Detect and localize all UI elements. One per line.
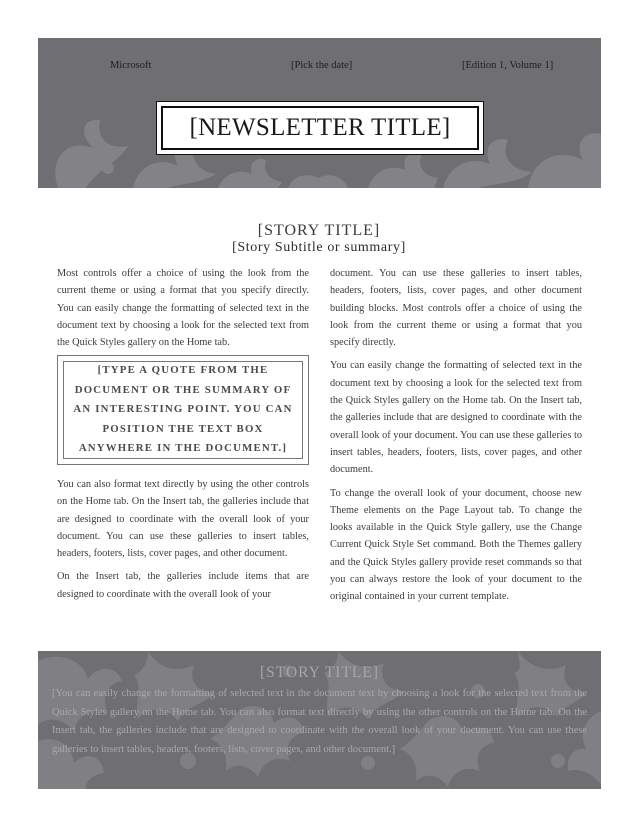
- story-paragraph: To change the overall look of your document, choose new Theme elements on the Page Layout tab. To change the looks available in the Quick Style gallery, use the Change Current Quick Style Set command. Both the Themes gallery and the Quick Styles gallery provide reset commands so that you can always restore the look of your document to the original contained in your current template.: [330, 487, 582, 603]
- masthead-info: [38, 60, 601, 76]
- story-title[interactable]: [STORY TITLE]: [257, 222, 381, 239]
- masthead-band: [38, 38, 601, 188]
- date-picker[interactable]: [Pick the date]: [291, 60, 353, 71]
- story-left-column-continued[interactable]: [57, 476, 309, 609]
- story-paragraph: You can also format text directly by using the other controls on the Home tab. On the Insert tab, the galleries include that are designed to coordinate with the overall look of your document. You can use these galleries to insert tables, headers, footers, lists, cover pages, and other document.: [57, 479, 309, 560]
- company-name[interactable]: Microsoft: [110, 60, 152, 71]
- story-left-column[interactable]: [57, 265, 309, 357]
- story-paragraph: Most controls offer a choice of using the look from the current theme or using a format that you specify directly. You can easily change the formatting of selected text in the document text by choosing a look for the selected text from the Quick Styles gallery on the Home tab.: [57, 268, 309, 349]
- story-paragraph: On the Insert tab, the galleries include items that are designed to coordinate with the overall look of your: [57, 571, 309, 600]
- story-paragraph: You can easily change the formatting of selected text in the document text by choosing a look for the selected text from the Quick Styles gallery on the Home tab. On the Insert tab, the galleries include that are designed to coordinate with the overall look of your document. You can use these galleries to insert tables, headers, footers, lists, cover pages, and other document.: [330, 360, 582, 476]
- edition-field[interactable]: [Edition 1, Volume 1]: [462, 60, 554, 71]
- pull-quote-box[interactable]: [57, 355, 309, 465]
- story-right-column[interactable]: [330, 265, 582, 612]
- footer-story-body[interactable]: [You can easily change the formatting of selected text in the document text by choosing a look for the selected text from the Quick Styles gallery on the Home tab. You can also format text directly by using the other controls on the Home tab. On the Insert tab, the galleries include that are designed to coordinate with the overall look of your document. You can use these galleries to insert tables, headers, footers, lists, cover pages, and other document.]: [52, 688, 587, 756]
- story-paragraph: document. You can use these galleries to insert tables, headers, footers, lists, cover pages, and other document building blocks. Most controls offer a choice of using the look from the current theme or using a format that you specify directly.: [330, 268, 582, 349]
- footer-story-band: [38, 651, 601, 789]
- footer-story-title[interactable]: [STORY TITLE]: [259, 664, 380, 681]
- pull-quote-text[interactable]: [TYPE A QUOTE FROM THE DOCUMENT OR THE SUMMARY OF AN INTERESTING POINT. YOU CAN POSITION THE TEXT BOX ANYWHERE IN THE DOCUMENT.]: [63, 361, 303, 459]
- newsletter-title-box[interactable]: [156, 101, 484, 155]
- newsletter-title[interactable]: [NEWSLETTER TITLE]: [161, 106, 479, 150]
- story-subtitle[interactable]: [Story Subtitle or summary]: [232, 240, 406, 255]
